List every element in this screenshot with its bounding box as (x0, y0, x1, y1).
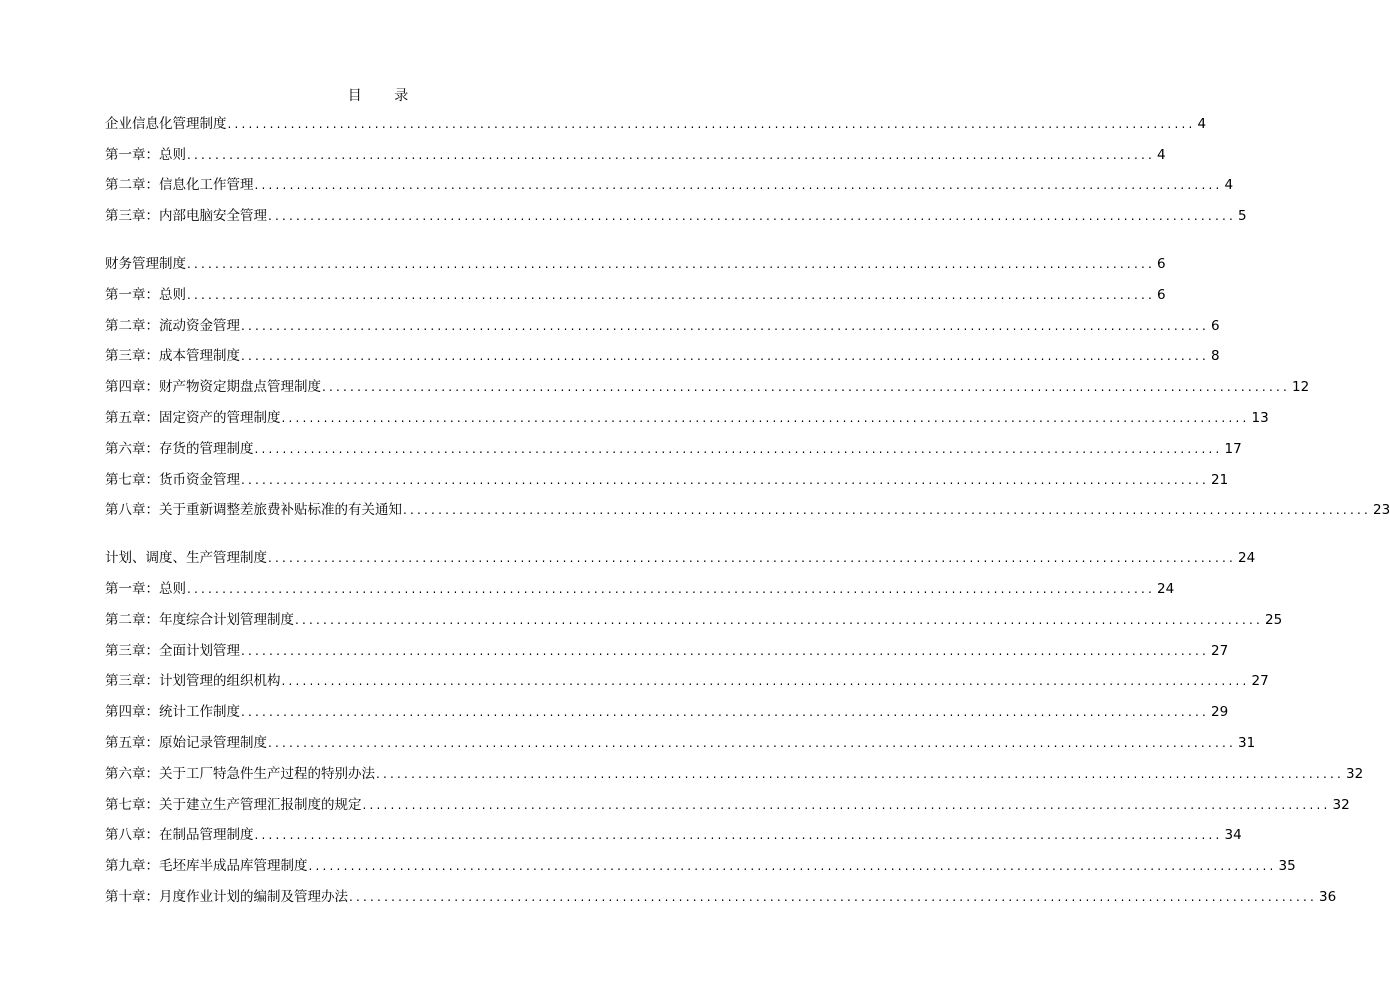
toc-page-number: 24 (1157, 580, 1175, 597)
toc-entry-text: 第十章：月度作业计划的编制及管理办法 (105, 888, 348, 905)
toc-leader-dots: .......................................................................................................................................... (241, 472, 1209, 487)
toc-page-number: 4 (1157, 146, 1166, 163)
toc-entry[interactable] (105, 876, 1337, 907)
toc-entry-text: 第四章：财产物资定期盘点管理制度 (105, 379, 321, 396)
toc-leader-dots: .......................................................................................................................................... (268, 735, 1236, 750)
toc-page-number: 34 (1224, 827, 1242, 844)
toc-page-number: 4 (1197, 115, 1207, 132)
toc-page-number: 23 (1373, 502, 1390, 519)
toc-page-number: 24 (1238, 550, 1256, 567)
toc-leader-dots: .......................................................................................................................................... (241, 643, 1209, 658)
toc-leader-dots: .......................................................................................................................................... (322, 380, 1290, 395)
toc-entry[interactable] (105, 753, 1364, 784)
toc-leader-dots: .......................................................................................................................................... (308, 859, 1277, 874)
toc-leader-dots: .......................................................................................................................................... (281, 674, 1250, 689)
toc-entry-text: 第二章：信息化工作管理 (105, 177, 254, 194)
toc-leader-dots: .......................................................................................................................................... (187, 287, 1155, 302)
toc-leader-dots: .......................................................................................................................................... (254, 828, 1223, 843)
toc-page-number: 6 (1211, 317, 1220, 334)
toc-entry[interactable] (105, 815, 1242, 846)
toc-page-number: 8 (1211, 348, 1220, 365)
toc-leader-dots: .......................................................................................................................................... (187, 256, 1155, 271)
toc-leader-dots: .......................................................................................................................................... (268, 551, 1236, 566)
toc-entry[interactable] (105, 490, 1390, 521)
toc-entry[interactable] (105, 691, 1229, 722)
toc-leader-dots: .......................................................................................................................................... (254, 178, 1223, 193)
toc-entry[interactable] (105, 599, 1283, 630)
toc-entry-text: 第五章：原始记录管理制度 (105, 734, 267, 751)
toc-leader-dots: .......................................................................................................................................... (187, 581, 1155, 596)
toc-page-number: 6 (1157, 286, 1166, 303)
toc-page-number: 4 (1224, 177, 1234, 194)
toc-leader-dots: .......................................................................................................................................... (295, 612, 1263, 627)
toc-entry[interactable] (105, 784, 1350, 815)
toc-title: 目 录 (347, 88, 423, 104)
toc-leader-dots: .......................................................................................................................................... (187, 147, 1155, 162)
toc-entry[interactable] (105, 305, 1220, 336)
toc-leader-dots: .......................................................................................................................................... (403, 503, 1371, 518)
table-of-contents (105, 103, 1390, 907)
toc-entry-text: 第一章：总则 (105, 580, 186, 597)
toc-entry[interactable] (105, 537, 1256, 568)
toc-entry[interactable] (105, 336, 1220, 367)
toc-leader-dots: .......................................................................................................................................... (241, 349, 1209, 364)
toc-entry-text: 第二章：流动资金管理 (105, 317, 240, 334)
toc-leader-dots: .......................................................................................................................................... (241, 318, 1209, 333)
toc-entry-text: 第七章：货币资金管理 (105, 471, 240, 488)
toc-entry[interactable] (105, 103, 1207, 134)
toc-entry-text: 第二章：年度综合计划管理制度 (105, 611, 294, 628)
toc-leader-dots: .......................................................................................................................................... (268, 209, 1236, 224)
toc-page-number: 27 (1211, 642, 1229, 659)
toc-leader-dots: .......................................................................................................................................... (254, 441, 1223, 456)
toc-entry-text: 第九章：毛坯库半成品库管理制度 (105, 858, 308, 875)
toc-page-number: 13 (1251, 409, 1269, 426)
toc-page-number: 29 (1211, 704, 1229, 721)
toc-leader-dots: .......................................................................................................................................... (227, 116, 1196, 131)
toc-leader-dots: .......................................................................................................................................... (362, 797, 1331, 812)
toc-leader-dots: .......................................................................................................................................... (376, 766, 1344, 781)
toc-entry[interactable] (105, 661, 1269, 692)
toc-entry-text: 第六章：关于工厂特急件生产过程的特别办法 (105, 765, 375, 782)
toc-page-number: 21 (1211, 471, 1229, 488)
toc-page-number: 12 (1292, 379, 1310, 396)
toc-entry-text: 第一章：总则 (105, 146, 186, 163)
toc-leader-dots: .......................................................................................................................................... (241, 705, 1209, 720)
toc-entry[interactable] (105, 274, 1166, 305)
toc-page-number: 6 (1157, 255, 1166, 272)
toc-entry[interactable] (105, 428, 1242, 459)
toc-entry[interactable] (105, 630, 1229, 661)
toc-entry-text: 第八章：在制品管理制度 (105, 827, 254, 844)
toc-entry[interactable] (105, 195, 1247, 226)
toc-entry-text: 第七章：关于建立生产管理汇报制度的规定 (105, 796, 362, 813)
toc-page-number: 27 (1251, 673, 1269, 690)
toc-entry[interactable] (105, 366, 1310, 397)
toc-entry-text: 第四章：统计工作制度 (105, 704, 240, 721)
toc-entry-text: 第三章：计划管理的组织机构 (105, 673, 281, 690)
toc-leader-dots: .......................................................................................................................................... (281, 410, 1250, 425)
toc-entry-text: 财务管理制度 (105, 255, 186, 272)
toc-entry[interactable] (105, 568, 1175, 599)
toc-entry-text: 第八章：关于重新调整差旅费补贴标准的有关通知 (105, 502, 402, 519)
toc-entry-text: 第三章：全面计划管理 (105, 642, 240, 659)
toc-entry-text: 第一章：总则 (105, 286, 186, 303)
toc-page-number: 36 (1319, 888, 1337, 905)
toc-page-number: 17 (1224, 440, 1242, 457)
toc-page-number: 5 (1238, 208, 1247, 225)
toc-entry-text: 企业信息化管理制度 (105, 115, 227, 132)
toc-entry-text: 第三章：成本管理制度 (105, 348, 240, 365)
toc-entry[interactable] (105, 459, 1229, 490)
toc-entry[interactable] (105, 165, 1234, 196)
toc-leader-dots: .......................................................................................................................................... (349, 889, 1317, 904)
toc-page-number: 31 (1238, 734, 1256, 751)
toc-page-number: 32 (1346, 765, 1364, 782)
toc-entry[interactable] (105, 397, 1269, 428)
toc-page-number: 32 (1332, 796, 1350, 813)
toc-entry[interactable] (105, 134, 1166, 165)
toc-entry-text: 第三章：内部电脑安全管理 (105, 208, 267, 225)
toc-page-number: 25 (1265, 611, 1283, 628)
toc-entry-text: 第五章：固定资产的管理制度 (105, 409, 281, 426)
toc-entry[interactable] (105, 845, 1296, 876)
toc-entry[interactable] (105, 243, 1166, 274)
toc-page-number: 35 (1278, 858, 1296, 875)
toc-entry-text: 计划、调度、生产管理制度 (105, 550, 267, 567)
toc-entry-text: 第六章：存货的管理制度 (105, 440, 254, 457)
toc-entry[interactable] (105, 722, 1256, 753)
